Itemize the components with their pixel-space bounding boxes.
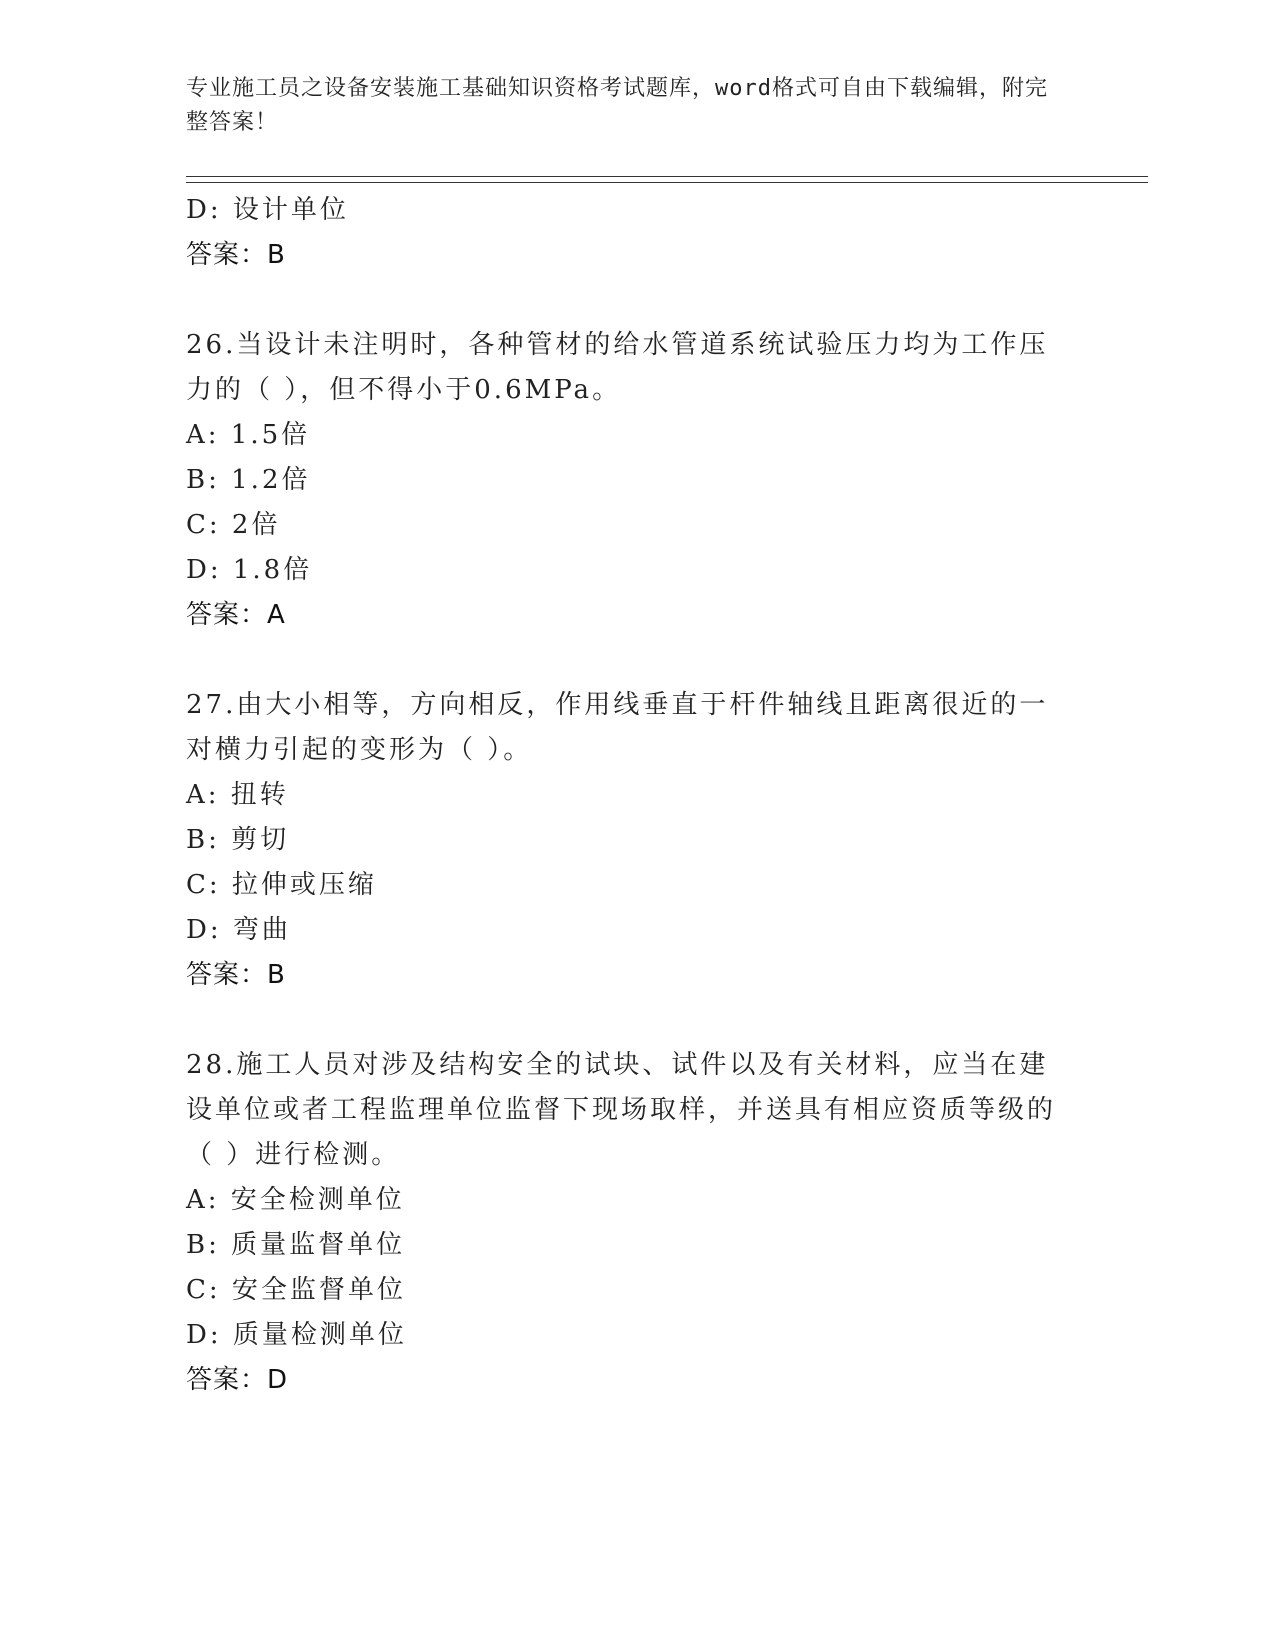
question-28 xyxy=(186,1043,1066,1403)
document-header: 专业施工员之设备安装施工基础知识资格考试题库，word格式可自由下载编辑，附完整答案！ xyxy=(186,76,1048,135)
question-text: 27.由大小相等，方向相反，作用线垂直于杆件轴线且距离很近的一对横力引起的变形为（ ）。 xyxy=(186,690,1049,765)
option-b: B: 剪切 xyxy=(186,825,290,855)
option-b: B: 1.2倍 xyxy=(186,465,311,495)
question-27 xyxy=(186,683,1066,998)
option-d: D: 质量检测单位 xyxy=(186,1320,407,1350)
answer: 答案：B xyxy=(186,960,286,990)
question-text: 26.当设计未注明时，各种管材的给水管道系统试验压力均为工作压力的（ ），但不得小于0.6MPa。 xyxy=(186,330,1049,405)
option-d: D: 1.8倍 xyxy=(186,555,313,585)
question-26 xyxy=(186,323,1066,638)
answer: 答案：D xyxy=(186,1365,289,1395)
option-d: D: 设计单位 xyxy=(186,195,349,225)
page-content xyxy=(186,188,1066,1403)
answer: 答案：A xyxy=(186,600,286,630)
option-b: B: 质量监督单位 xyxy=(186,1230,406,1260)
question-text: 28.施工人员对涉及结构安全的试块、试件以及有关材料，应当在建设单位或者工程监理单位监督下现场取样，并送具有相应资质等级的（ ）进行检测。 xyxy=(186,1050,1057,1170)
option-c: C: 拉伸或压缩 xyxy=(186,870,377,900)
option-d: D: 弯曲 xyxy=(186,915,291,945)
option-c: C: 2倍 xyxy=(186,510,281,540)
header-divider-bottom xyxy=(186,182,1148,183)
option-a: A: 1.5倍 xyxy=(186,420,311,450)
answer: 答案：B xyxy=(186,240,286,270)
option-c: C: 安全监督单位 xyxy=(186,1275,406,1305)
option-a: A: 安全检测单位 xyxy=(186,1185,405,1215)
option-a: A: 扭转 xyxy=(186,780,289,810)
header-divider-top xyxy=(186,176,1148,177)
